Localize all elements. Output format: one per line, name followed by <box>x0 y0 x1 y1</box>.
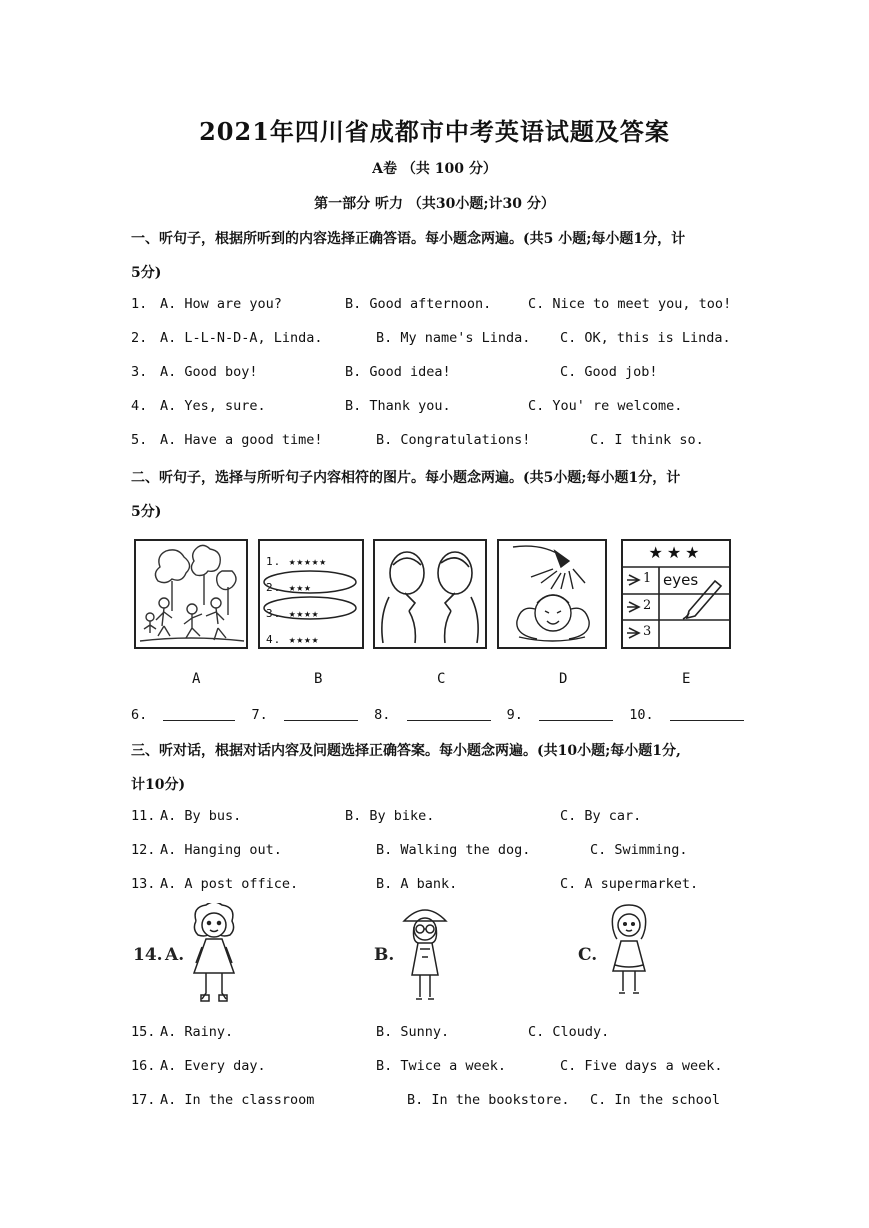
picture-label-b: B <box>314 671 323 687</box>
q11-option-c: C. By car. <box>560 808 642 824</box>
shower-illustration <box>499 541 605 647</box>
picture-label-a: A <box>192 671 201 687</box>
part-heading: 第一部分 听力 （共30小题;计30 分） <box>314 196 555 212</box>
answer-blank-7[interactable] <box>284 706 358 721</box>
rating-row-4: 4. ★★★★ <box>266 633 320 646</box>
answer-blanks-row <box>131 706 744 723</box>
q12-number: 12. <box>131 842 156 858</box>
table-stars: ★★★ <box>648 543 704 562</box>
q4-number: 4. <box>131 398 148 414</box>
q1-number: 1. <box>131 296 148 312</box>
q11-option-a: A. By bus. <box>160 808 242 824</box>
q12-option-c: C. Swimming. <box>590 842 688 858</box>
q5-option-a: A. Have a good time! <box>160 432 323 448</box>
q12-option-a: A. Hanging out. <box>160 842 282 858</box>
q12-option-b: B. Walking the dog. <box>376 842 531 858</box>
rating-row-2: 2. ★★★ <box>266 581 312 594</box>
section1-heading-cont: 5分) <box>131 265 162 281</box>
q5-option-b: B. Congratulations! <box>376 432 531 448</box>
table-row-1-number: 1 <box>643 571 652 586</box>
q1-option-c: C. Nice to meet you, too! <box>528 296 732 312</box>
q13-option-a: A. A post office. <box>160 876 299 892</box>
table-grid <box>623 541 729 647</box>
table-row-2-number: 2 <box>643 598 652 613</box>
picture-c-people-bowing <box>373 539 487 649</box>
rating-row-3: 3. ★★★★ <box>266 607 320 620</box>
q14-label-b: B. <box>374 945 395 965</box>
q16-option-a: A. Every day. <box>160 1058 266 1074</box>
q2-number: 2. <box>131 330 148 346</box>
q11-number: 11. <box>131 808 156 824</box>
q16-number: 16. <box>131 1058 156 1074</box>
q2-option-b: B. My name's Linda. <box>376 330 531 346</box>
picture-b-star-rating-list <box>258 539 364 649</box>
q17-option-a: A. In the classroom <box>160 1092 315 1108</box>
blank-label-9: 9. <box>506 707 523 723</box>
section1-heading: 一、听句子，根据所听到的内容选择正确答语。每小题念两遍。(共5 小题;每小题1分，计 <box>131 231 686 247</box>
q17-option-c: C. In the school <box>590 1092 721 1108</box>
q4-option-a: A. Yes, sure. <box>160 398 266 414</box>
blank-label-10: 10. <box>629 707 654 723</box>
q4-option-c: C. You' re welcome. <box>528 398 683 414</box>
q17-option-b: B. In the bookstore. <box>407 1092 570 1108</box>
rating-row-1: 1. ★★★★★ <box>266 555 327 568</box>
q15-option-c: C. Cloudy. <box>528 1024 610 1040</box>
q15-number: 15. <box>131 1024 156 1040</box>
q17-number: 17. <box>131 1092 156 1108</box>
answer-blank-6[interactable] <box>163 706 235 721</box>
q14-girl-c-short-hair-dress <box>605 903 653 1003</box>
picture-e-word-table <box>621 539 731 649</box>
picture-label-c: C <box>437 671 446 687</box>
q13-number: 13. <box>131 876 156 892</box>
rating-ovals <box>260 541 362 647</box>
answer-blank-9[interactable] <box>539 706 613 721</box>
q13-option-c: C. A supermarket. <box>560 876 699 892</box>
q13-option-b: B. A bank. <box>376 876 458 892</box>
q14-girl-a-curly-hair-dress <box>188 903 240 1013</box>
q1-option-b: B. Good afternoon. <box>345 296 492 312</box>
park-illustration <box>136 541 246 647</box>
bowing-illustration <box>375 541 485 647</box>
section3-heading: 三、听对话，根据对话内容及问题选择正确答案。每小题念两遍。(共10小题;每小题1分, <box>131 743 681 759</box>
answer-blank-10[interactable] <box>670 706 744 721</box>
q15-option-a: A. Rainy. <box>160 1024 234 1040</box>
q16-option-b: B. Twice a week. <box>376 1058 507 1074</box>
q2-option-a: A. L-L-N-D-A, Linda. <box>160 330 323 346</box>
section2-heading: 二、听句子，选择与所听句子内容相符的图片。每小题念两遍。(共5小题;每小题1分，计 <box>131 470 681 486</box>
picture-a-park-scene <box>134 539 248 649</box>
q5-option-c: C. I think so. <box>590 432 704 448</box>
picture-label-d: D <box>559 671 568 687</box>
section3-heading-cont: 计10分) <box>131 777 186 793</box>
q14-label-c: C. <box>578 945 598 965</box>
q5-number: 5. <box>131 432 148 448</box>
q3-number: 3. <box>131 364 148 380</box>
q3-option-a: A. Good boy! <box>160 364 258 380</box>
picture-d-shower <box>497 539 607 649</box>
document-title: 2021年四川省成都市中考英语试题及答案 <box>199 117 670 146</box>
q11-option-b: B. By bike. <box>345 808 435 824</box>
answer-blank-8[interactable] <box>407 706 491 721</box>
picture-label-e: E <box>682 671 691 687</box>
section2-heading-cont: 5分) <box>131 504 162 520</box>
q16-option-c: C. Five days a week. <box>560 1058 723 1074</box>
q2-option-c: C. OK, this is Linda. <box>560 330 731 346</box>
q3-option-b: B. Good idea! <box>345 364 451 380</box>
q1-option-a: A. How are you? <box>160 296 282 312</box>
q14-girl-b-hat-glasses <box>400 903 450 1013</box>
paper-label: A卷 （共 100 分） <box>372 161 497 177</box>
q3-option-c: C. Good job! <box>560 364 658 380</box>
q15-option-b: B. Sunny. <box>376 1024 450 1040</box>
table-word: eyes <box>663 571 699 589</box>
blank-label-7: 7. <box>251 707 268 723</box>
q4-option-b: B. Thank you. <box>345 398 451 414</box>
q14-label-a: A. <box>165 945 185 965</box>
blank-label-6: 6. <box>131 707 148 723</box>
table-row-3-number: 3 <box>643 624 652 639</box>
q14-number: 14. <box>133 945 163 965</box>
blank-label-8: 8. <box>374 707 391 723</box>
